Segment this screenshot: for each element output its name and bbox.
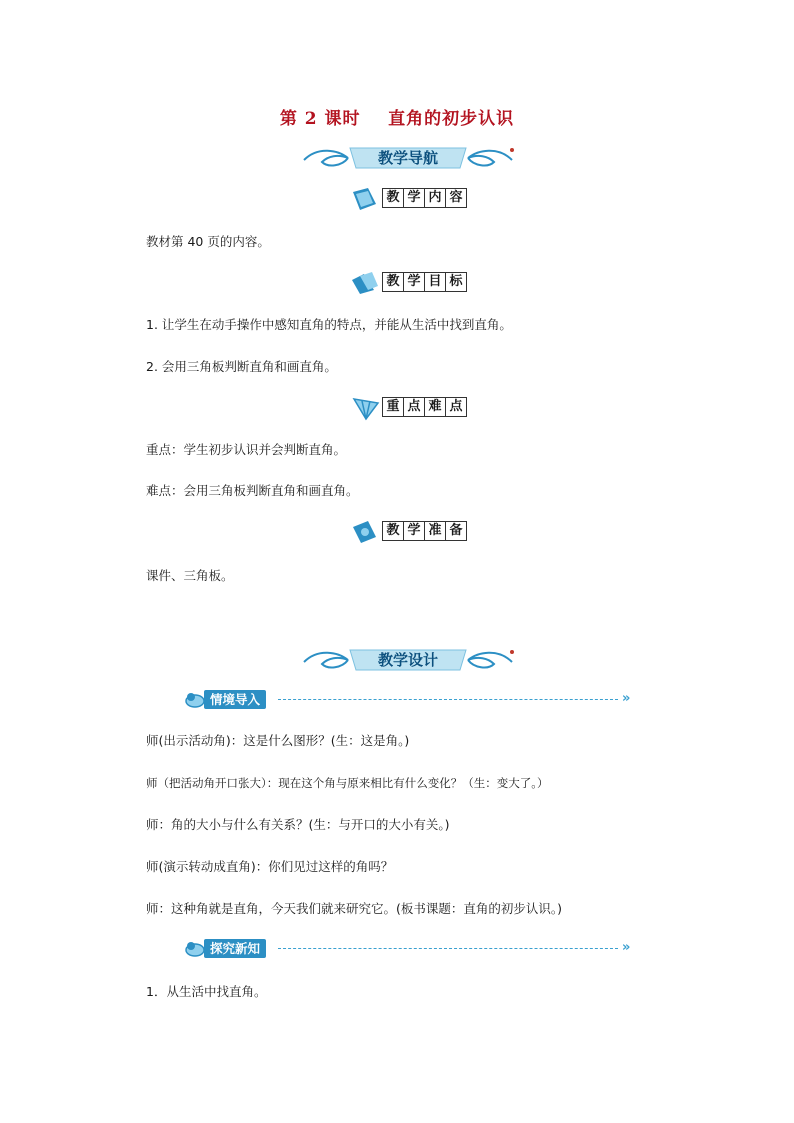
- design-banner: [298, 644, 518, 674]
- content-text: 教材第 40 页的内容。: [146, 234, 270, 249]
- nav-banner: [298, 142, 518, 172]
- heading-char: 难: [425, 398, 446, 416]
- books-icon: [350, 270, 380, 296]
- goal-item: 1. 让学生在动手操作中感知直角的特点，并能从生活中找到直角。: [146, 317, 512, 332]
- design-banner-label: 教学设计: [377, 651, 438, 669]
- fan-icon: [350, 395, 380, 421]
- heading-char: 点: [449, 399, 463, 414]
- intro-label: 情境导入: [204, 690, 266, 709]
- double-chevron-icon: »: [622, 940, 631, 955]
- double-chevron-icon: »: [622, 691, 631, 706]
- heading-char: 容: [449, 190, 463, 205]
- heading-char: 准: [425, 522, 446, 540]
- heading-char: 教: [383, 522, 404, 540]
- heading-char: 学: [404, 273, 425, 291]
- heading-char: 重: [383, 398, 404, 416]
- notebook-icon: [350, 519, 380, 545]
- nav-banner-label: 教学导航: [377, 149, 438, 167]
- dialogue-line: 师(出示活动角)：这是什么图形？(生：这是角。): [146, 733, 410, 748]
- heading-char: 教: [383, 189, 404, 207]
- dashed-divider: [278, 948, 618, 949]
- heading-char: 学: [404, 189, 425, 207]
- heading-char: 教: [383, 273, 404, 291]
- section-heading-key: [350, 395, 480, 421]
- intro-heading: [180, 688, 650, 710]
- dashed-divider: [278, 699, 618, 700]
- prep-text: 课件、三角板。: [146, 568, 234, 583]
- heading-char: 备: [449, 523, 463, 538]
- dialogue-line: 师（把活动角开口张大）：现在这个角与原来相比有什么变化？（生：变大了。）: [146, 776, 549, 790]
- book-icon: [350, 186, 380, 212]
- heading-char: 目: [425, 273, 446, 291]
- explore-line: 1．从生活中找直角。: [146, 984, 267, 999]
- section-heading-content: [350, 186, 480, 212]
- dialogue-line: 师(演示转动成直角)：你们见过这样的角吗？: [146, 859, 394, 874]
- heading-char: 标: [449, 274, 463, 289]
- cloud-icon: [184, 938, 206, 958]
- heading-char: 点: [404, 398, 425, 416]
- dialogue-line: 师：角的大小与什么有关系？(生：与开口的大小有关。): [146, 817, 450, 832]
- heading-char: 内: [425, 189, 446, 207]
- heading-char: 学: [404, 522, 425, 540]
- key-item: 重点：学生初步认识并会判断直角。: [146, 442, 347, 457]
- explore-label: 探究新知: [204, 939, 266, 958]
- key-item: 难点：会用三角板判断直角和画直角。: [146, 483, 359, 498]
- cloud-icon: [184, 689, 206, 709]
- page-title: 第 2 课时 直角的初步认识: [279, 109, 515, 129]
- dialogue-line: 师：这种角就是直角，今天我们就来研究它。(板书课题：直角的初步认识。): [146, 901, 563, 916]
- section-heading-prep: [350, 519, 480, 545]
- section-heading-goals: [350, 270, 480, 296]
- explore-heading: [180, 937, 650, 959]
- goal-item: 2. 会用三角板判断直角和画直角。: [146, 359, 337, 374]
